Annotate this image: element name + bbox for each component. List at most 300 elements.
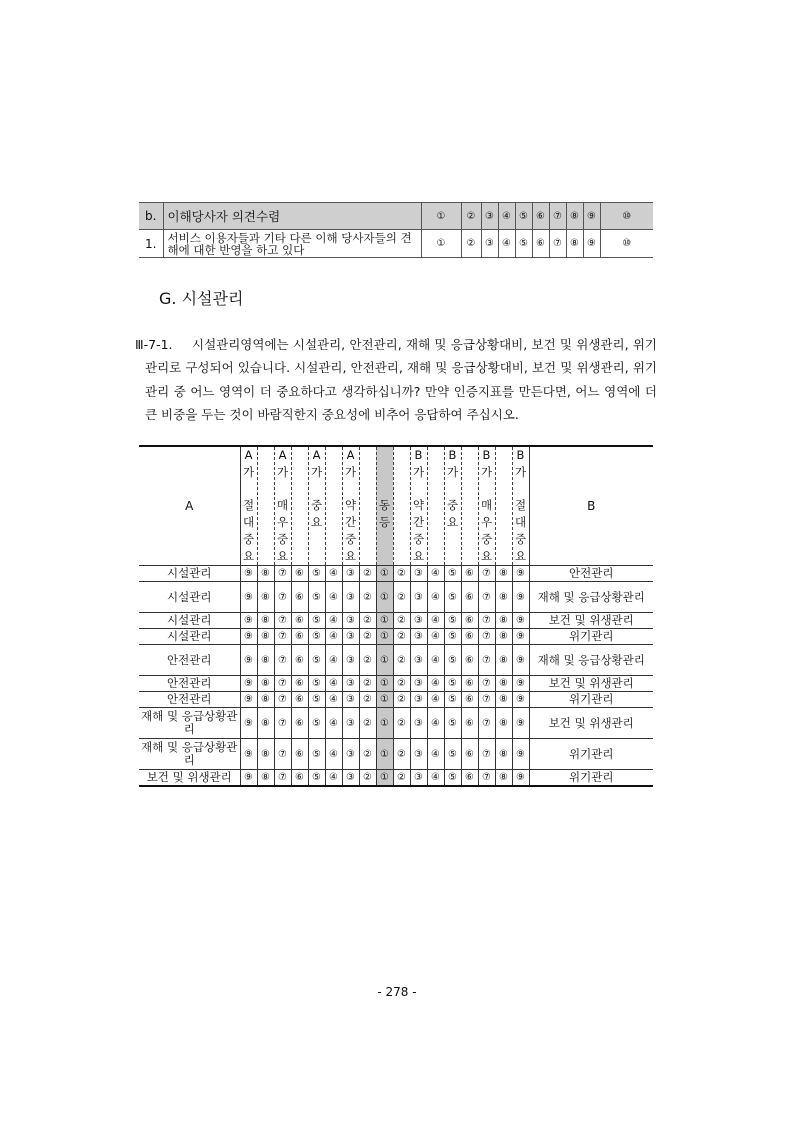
rating-option[interactable]: ③	[410, 692, 427, 708]
scale-header	[342, 446, 359, 566]
scale-header	[274, 446, 291, 566]
rating-option[interactable]: ②	[393, 676, 410, 692]
item-b: 보건 및 위생관리	[529, 708, 653, 739]
rating-option[interactable]: ①	[376, 629, 393, 645]
rating-option[interactable]: ⑤	[444, 770, 461, 786]
rating-option[interactable]: ⑨	[512, 692, 529, 708]
scale-option[interactable]: ③	[481, 203, 498, 230]
rating-option[interactable]: ⑧	[495, 708, 512, 739]
rating-option[interactable]: ⑨	[240, 582, 257, 613]
scale-header	[427, 446, 444, 566]
rating-option[interactable]: ④	[427, 739, 444, 770]
rating-option[interactable]: ⑦	[478, 708, 495, 739]
rating-option[interactable]: ⑨	[512, 629, 529, 645]
rating-option[interactable]: ③	[410, 770, 427, 786]
rating-option[interactable]: ③	[342, 692, 359, 708]
scale-char: B	[448, 448, 457, 462]
question-block	[135, 333, 657, 427]
rating-option[interactable]: ⑤	[308, 739, 325, 770]
item-a: 시설관리	[139, 629, 240, 645]
rating-option[interactable]: ④	[427, 770, 444, 786]
rating-option[interactable]: ⑦	[274, 566, 291, 582]
comparison-header-row	[139, 446, 653, 566]
scale-char: 약	[412, 498, 425, 513]
rating-option[interactable]: ⑦	[274, 708, 291, 739]
item-b: 보건 및 위생관리	[529, 676, 653, 692]
rating-option[interactable]: ⑤	[444, 645, 461, 676]
rating-option[interactable]: ⑦	[478, 770, 495, 786]
rating-option[interactable]: ⑤	[308, 770, 325, 786]
scale-header-text	[258, 447, 274, 565]
item-b: 위기관리	[529, 629, 653, 645]
rating-option[interactable]: ②	[359, 708, 376, 739]
comparison-row	[139, 676, 653, 692]
rating-option[interactable]: ②	[393, 708, 410, 739]
rating-option[interactable]: ⑨	[240, 566, 257, 582]
scale-char: 중	[514, 531, 527, 546]
rating-option[interactable]: ③	[410, 629, 427, 645]
scale-header-text	[428, 447, 444, 565]
comparison-row	[139, 645, 653, 676]
item-b: 보건 및 위생관리	[529, 613, 653, 629]
scale-char: B	[482, 448, 491, 462]
rating-option[interactable]: ⑦	[478, 566, 495, 582]
scale-char: 중	[276, 531, 289, 546]
item-b: 재해 및 응급상황관리	[529, 645, 653, 676]
rating-option[interactable]: ⑦	[478, 645, 495, 676]
rating-option[interactable]: ②	[393, 692, 410, 708]
rating-option[interactable]: ②	[393, 770, 410, 786]
rating-option[interactable]: ⑧	[495, 676, 512, 692]
rating-option[interactable]: ⑥	[461, 613, 478, 629]
item-a: 시설관리	[139, 566, 240, 582]
rating-option[interactable]: ⑧	[257, 676, 274, 692]
scale-header-text	[513, 447, 529, 565]
scale-char: 요	[344, 548, 357, 563]
rating-option[interactable]: ②	[359, 645, 376, 676]
rating-option[interactable]: ①	[376, 645, 393, 676]
rating-option[interactable]: ⑥	[532, 230, 549, 258]
scale-char: 가	[276, 464, 289, 479]
rating-option[interactable]: ⑨	[240, 676, 257, 692]
rating-option[interactable]: ③	[342, 613, 359, 629]
rating-option[interactable]: ③	[342, 645, 359, 676]
rating-option[interactable]: ⑧	[495, 613, 512, 629]
rating-option[interactable]: ⑤	[308, 645, 325, 676]
scale-header	[495, 446, 512, 566]
rating-option[interactable]: ③	[410, 566, 427, 582]
rating-option[interactable]: ⑦	[274, 629, 291, 645]
rating-option[interactable]: ⑤	[515, 230, 532, 258]
scale-header-text	[275, 447, 291, 565]
rating-option[interactable]: ②	[359, 582, 376, 613]
scale-char: 대	[514, 515, 527, 530]
rating-option[interactable]: ⑤	[444, 629, 461, 645]
scale-char: 절	[242, 498, 255, 513]
scale-char: 가	[344, 464, 357, 479]
scale-char: 요	[480, 548, 493, 563]
rating-option[interactable]: ②	[359, 629, 376, 645]
rating-option[interactable]: ⑨	[512, 708, 529, 739]
rating-option[interactable]: ⑧	[257, 582, 274, 613]
rating-option[interactable]: ④	[427, 708, 444, 739]
rating-option[interactable]: ⑦	[274, 645, 291, 676]
rating-option[interactable]: ②	[393, 739, 410, 770]
scale-char: 우	[480, 515, 493, 530]
rating-option[interactable]: ⑥	[461, 566, 478, 582]
rating-option[interactable]: ③	[342, 566, 359, 582]
scale-char: 중	[242, 531, 255, 546]
rating-option[interactable]: ⑨	[240, 739, 257, 770]
item-a: 시설관리	[139, 582, 240, 613]
rating-option[interactable]: ⑦	[478, 739, 495, 770]
rating-option[interactable]: ⑥	[291, 692, 308, 708]
rating-option[interactable]: ⑧	[257, 566, 274, 582]
comparison-row	[139, 629, 653, 645]
rating-option[interactable]: ③	[342, 708, 359, 739]
item-a: 시설관리	[139, 613, 240, 629]
rating-option[interactable]: ⑥	[291, 708, 308, 739]
rating-option[interactable]: ④	[427, 645, 444, 676]
comparison-row	[139, 739, 653, 770]
rating-option[interactable]: ③	[342, 629, 359, 645]
item-b: 안전관리	[529, 566, 653, 582]
item-a: 재해 및 응급상황관리	[139, 739, 240, 770]
rating-option[interactable]: ②	[393, 645, 410, 676]
scale-header	[444, 446, 461, 566]
rating-option[interactable]: ⑥	[291, 645, 308, 676]
rating-option[interactable]: ⑥	[291, 566, 308, 582]
rating-option[interactable]: ⑨	[240, 613, 257, 629]
scale-char: 중	[344, 531, 357, 546]
criteria-number: b.	[139, 203, 163, 230]
scale-header-text	[377, 447, 393, 565]
scale-option[interactable]: ⑥	[532, 203, 549, 230]
rating-option[interactable]: ⑤	[308, 582, 325, 613]
rating-option[interactable]: ④	[427, 566, 444, 582]
rating-option[interactable]: ⑧	[495, 629, 512, 645]
rating-option[interactable]: ⑨	[240, 708, 257, 739]
rating-option[interactable]: ②	[359, 566, 376, 582]
scale-char: 중	[310, 498, 323, 513]
rating-option[interactable]: ③	[410, 645, 427, 676]
scale-option[interactable]: ⑩	[600, 203, 653, 230]
rating-option[interactable]: ②	[359, 770, 376, 786]
scale-char: 요	[514, 548, 527, 563]
rating-option[interactable]: ⑦	[274, 692, 291, 708]
scale-char: 요	[446, 515, 459, 530]
rating-option[interactable]: ⑧	[257, 613, 274, 629]
scale-char: 가	[446, 464, 459, 479]
rating-option[interactable]: ⑨	[240, 692, 257, 708]
rating-option[interactable]: ④	[498, 230, 515, 258]
question-text: 시설관리영역에는 시설관리, 안전관리, 재해 및 응급상황대비, 보건 및 위생관리, 위기관리로 구성되어 있습니다. 시설관리, 안전관리, 재해 및 응급상황대비, 보건 및 위생관리, 위기관리 중 어느 영역이 더 중요하다고 생각하십니까? 만약 인증지표를 만든다면, 어느 영역에 더 큰 비중을 두는 것이 바람직한지 중요성에 비추어 응답하여 주십시오.	[145, 337, 657, 423]
rating-option[interactable]: ⑤	[444, 613, 461, 629]
rating-option[interactable]: ⑥	[461, 582, 478, 613]
rating-option[interactable]: ⑨	[583, 230, 600, 258]
scale-header	[512, 446, 529, 566]
item-a: 안전관리	[139, 645, 240, 676]
rating-option[interactable]: ②	[359, 692, 376, 708]
scale-char: 우	[276, 515, 289, 530]
rating-option[interactable]: ⑤	[444, 739, 461, 770]
scale-header-text	[241, 447, 257, 565]
rating-option[interactable]: ①	[376, 676, 393, 692]
rating-option[interactable]: ①	[376, 708, 393, 739]
rating-option[interactable]: ⑨	[240, 645, 257, 676]
rating-option[interactable]: ⑤	[308, 566, 325, 582]
scale-char: 중	[446, 498, 459, 513]
scale-header	[291, 446, 308, 566]
rating-option[interactable]: ①	[421, 230, 461, 258]
item-a: 안전관리	[139, 676, 240, 692]
rating-option[interactable]: ④	[325, 566, 342, 582]
rating-option[interactable]: ③	[342, 739, 359, 770]
rating-option[interactable]: ④	[427, 629, 444, 645]
rating-option[interactable]: ①	[376, 692, 393, 708]
rating-option[interactable]: ③	[410, 613, 427, 629]
scale-char: 동	[378, 498, 391, 513]
rating-option[interactable]: ⑤	[308, 613, 325, 629]
scale-header-text	[360, 447, 376, 565]
scale-char: 가	[514, 464, 527, 479]
rating-option[interactable]: ⑤	[444, 582, 461, 613]
rating-option[interactable]: ⑦	[478, 582, 495, 613]
scale-option[interactable]: ⑤	[515, 203, 532, 230]
scale-char: 약	[344, 498, 357, 513]
rating-option[interactable]: ⑧	[257, 692, 274, 708]
rating-option[interactable]: ③	[342, 582, 359, 613]
scale-header	[478, 446, 495, 566]
item-text: 서비스 이용자들과 기타 다른 이해 당사자들의 견해에 대한 반영을 하고 있다	[163, 230, 421, 258]
rating-option[interactable]: ⑧	[495, 692, 512, 708]
rating-option[interactable]: ③	[410, 739, 427, 770]
scale-header-text	[292, 447, 308, 565]
rating-option[interactable]: ⑥	[461, 739, 478, 770]
rating-option[interactable]: ①	[376, 770, 393, 786]
rating-option[interactable]: ⑨	[512, 770, 529, 786]
scale-header	[410, 446, 427, 566]
rating-option[interactable]: ⑤	[308, 629, 325, 645]
scale-option[interactable]: ④	[498, 203, 515, 230]
rating-option[interactable]: ⑥	[291, 739, 308, 770]
rating-option[interactable]: ①	[376, 613, 393, 629]
rating-option[interactable]: ⑦	[274, 739, 291, 770]
rating-option[interactable]: ⑧	[257, 708, 274, 739]
scale-char: A	[346, 448, 355, 462]
rating-option[interactable]: ④	[427, 613, 444, 629]
scale-char: 매	[480, 498, 493, 513]
scale-header-text	[394, 447, 410, 565]
rating-option[interactable]: ⑥	[291, 613, 308, 629]
rating-option[interactable]: ②	[393, 613, 410, 629]
rating-option[interactable]: ②	[393, 629, 410, 645]
scale-header	[325, 446, 342, 566]
rating-option[interactable]: ③	[410, 582, 427, 613]
scale-char: B	[516, 448, 525, 462]
scale-option[interactable]: ②	[461, 203, 481, 230]
rating-option[interactable]: ⑩	[600, 230, 653, 258]
rating-option[interactable]: ⑥	[461, 629, 478, 645]
section-title: G. 시설관리	[159, 289, 244, 308]
scale-option[interactable]: ①	[421, 203, 461, 230]
rating-option[interactable]: ⑥	[291, 676, 308, 692]
rating-option[interactable]: ⑧	[257, 739, 274, 770]
rating-option[interactable]: ⑨	[512, 739, 529, 770]
rating-option[interactable]: ④	[325, 739, 342, 770]
rating-option[interactable]: ⑦	[274, 770, 291, 786]
scale-char: A	[312, 448, 321, 462]
scale-char: A	[244, 448, 253, 462]
scale-header	[359, 446, 376, 566]
scale-char: 대	[242, 515, 255, 530]
rating-option[interactable]: ⑥	[461, 645, 478, 676]
rating-option[interactable]: ⑧	[257, 770, 274, 786]
rating-option[interactable]: ⑤	[308, 708, 325, 739]
rating-option[interactable]: ⑨	[512, 566, 529, 582]
rating-option[interactable]: ⑤	[308, 676, 325, 692]
rating-option[interactable]: ②	[393, 582, 410, 613]
item-number: 1.	[139, 230, 163, 258]
rating-option[interactable]: ⑨	[512, 613, 529, 629]
scale-char: 요	[412, 548, 425, 563]
rating-option[interactable]: ④	[325, 770, 342, 786]
scale-char: 간	[344, 515, 357, 530]
comparison-row	[139, 692, 653, 708]
evaluation-table	[139, 202, 653, 258]
rating-option[interactable]: ⑧	[495, 770, 512, 786]
rating-option[interactable]: ④	[325, 708, 342, 739]
rating-option[interactable]: ⑤	[308, 692, 325, 708]
scale-char: 중	[480, 531, 493, 546]
rating-option[interactable]: ②	[359, 613, 376, 629]
rating-option[interactable]: ⑤	[444, 708, 461, 739]
rating-option[interactable]: ②	[359, 739, 376, 770]
rating-option[interactable]: ④	[427, 692, 444, 708]
scale-char: 중	[412, 531, 425, 546]
rating-option[interactable]: ④	[325, 645, 342, 676]
rating-option[interactable]: ⑥	[461, 770, 478, 786]
rating-option[interactable]: ⑦	[478, 613, 495, 629]
rating-option[interactable]: ⑥	[291, 629, 308, 645]
rating-option[interactable]: ⑨	[240, 770, 257, 786]
rating-option[interactable]: ⑧	[257, 645, 274, 676]
rating-option[interactable]: ⑦	[274, 582, 291, 613]
scale-option[interactable]: ⑧	[566, 203, 583, 230]
comparison-row	[139, 566, 653, 582]
item-b: 위기관리	[529, 692, 653, 708]
rating-option[interactable]: ⑥	[291, 582, 308, 613]
rating-option[interactable]: ⑧	[495, 739, 512, 770]
question-number: Ⅲ-7-1.	[135, 337, 173, 352]
rating-option[interactable]: ②	[393, 566, 410, 582]
scale-header-text	[326, 447, 342, 565]
rating-option[interactable]: ⑤	[444, 692, 461, 708]
rating-option[interactable]: ⑦	[549, 230, 566, 258]
rating-option[interactable]: ⑥	[461, 692, 478, 708]
rating-option[interactable]: ③	[481, 230, 498, 258]
scale-char: 가	[480, 464, 493, 479]
rating-option[interactable]: ①	[376, 739, 393, 770]
comparison-row	[139, 582, 653, 613]
rating-option[interactable]: ①	[376, 566, 393, 582]
rating-option[interactable]: ⑧	[495, 645, 512, 676]
rating-option[interactable]: ④	[325, 692, 342, 708]
scale-char: 요	[242, 548, 255, 563]
column-a-label: A	[139, 446, 240, 566]
rating-option[interactable]: ③	[342, 770, 359, 786]
rating-option[interactable]: ⑦	[478, 676, 495, 692]
comparison-row	[139, 770, 653, 786]
rating-option[interactable]: ⑨	[240, 629, 257, 645]
scale-header-text	[479, 447, 495, 565]
rating-option[interactable]: ⑤	[444, 566, 461, 582]
scale-header-text	[411, 447, 427, 565]
item-b: 위기관리	[529, 739, 653, 770]
rating-option[interactable]: ⑦	[274, 676, 291, 692]
rating-option[interactable]: ①	[376, 582, 393, 613]
rating-option[interactable]: ⑧	[257, 629, 274, 645]
scale-header-text	[445, 447, 461, 565]
rating-option[interactable]: ⑥	[461, 676, 478, 692]
rating-option[interactable]: ④	[325, 676, 342, 692]
rating-option[interactable]: ③	[410, 708, 427, 739]
rating-option[interactable]: ④	[427, 676, 444, 692]
rating-option[interactable]: ⑥	[291, 770, 308, 786]
rating-option[interactable]: ⑧	[495, 582, 512, 613]
scale-option[interactable]: ⑦	[549, 203, 566, 230]
scale-char: 요	[276, 548, 289, 563]
rating-option[interactable]: ②	[461, 230, 481, 258]
rating-option[interactable]: ⑥	[461, 708, 478, 739]
rating-option[interactable]: ④	[427, 582, 444, 613]
item-a: 보건 및 위생관리	[139, 770, 240, 786]
scale-char: 가	[242, 464, 255, 479]
scale-char: A	[278, 448, 287, 462]
scale-char: 매	[276, 498, 289, 513]
rating-option[interactable]: ⑨	[512, 676, 529, 692]
rating-option[interactable]: ⑨	[512, 582, 529, 613]
rating-option[interactable]: ⑨	[512, 645, 529, 676]
rating-option[interactable]: ⑦	[478, 629, 495, 645]
scale-header	[308, 446, 325, 566]
scale-header	[257, 446, 274, 566]
rating-option[interactable]: ⑧	[566, 230, 583, 258]
comparison-row	[139, 708, 653, 739]
criteria-title: 이해당사자 의견수렴	[163, 203, 421, 230]
scale-char: 요	[310, 515, 323, 530]
rating-option[interactable]: ③	[342, 676, 359, 692]
rating-option[interactable]: ⑦	[478, 692, 495, 708]
column-b-label: B	[529, 446, 653, 566]
scale-header	[376, 446, 393, 566]
rating-option[interactable]: ④	[325, 582, 342, 613]
scale-char: B	[414, 448, 423, 462]
rating-option[interactable]: ④	[325, 629, 342, 645]
scale-header-text	[496, 447, 512, 565]
scale-header-text	[309, 447, 325, 565]
rating-option[interactable]: ③	[410, 676, 427, 692]
rating-option[interactable]: ④	[325, 613, 342, 629]
rating-option[interactable]: ⑧	[495, 566, 512, 582]
rating-option[interactable]: ⑦	[274, 613, 291, 629]
scale-option[interactable]: ⑨	[583, 203, 600, 230]
scale-header	[393, 446, 410, 566]
rating-option[interactable]: ②	[359, 676, 376, 692]
criteria-header-row	[139, 203, 653, 230]
rating-option[interactable]: ⑤	[444, 676, 461, 692]
page-number: - 278 -	[377, 985, 417, 999]
